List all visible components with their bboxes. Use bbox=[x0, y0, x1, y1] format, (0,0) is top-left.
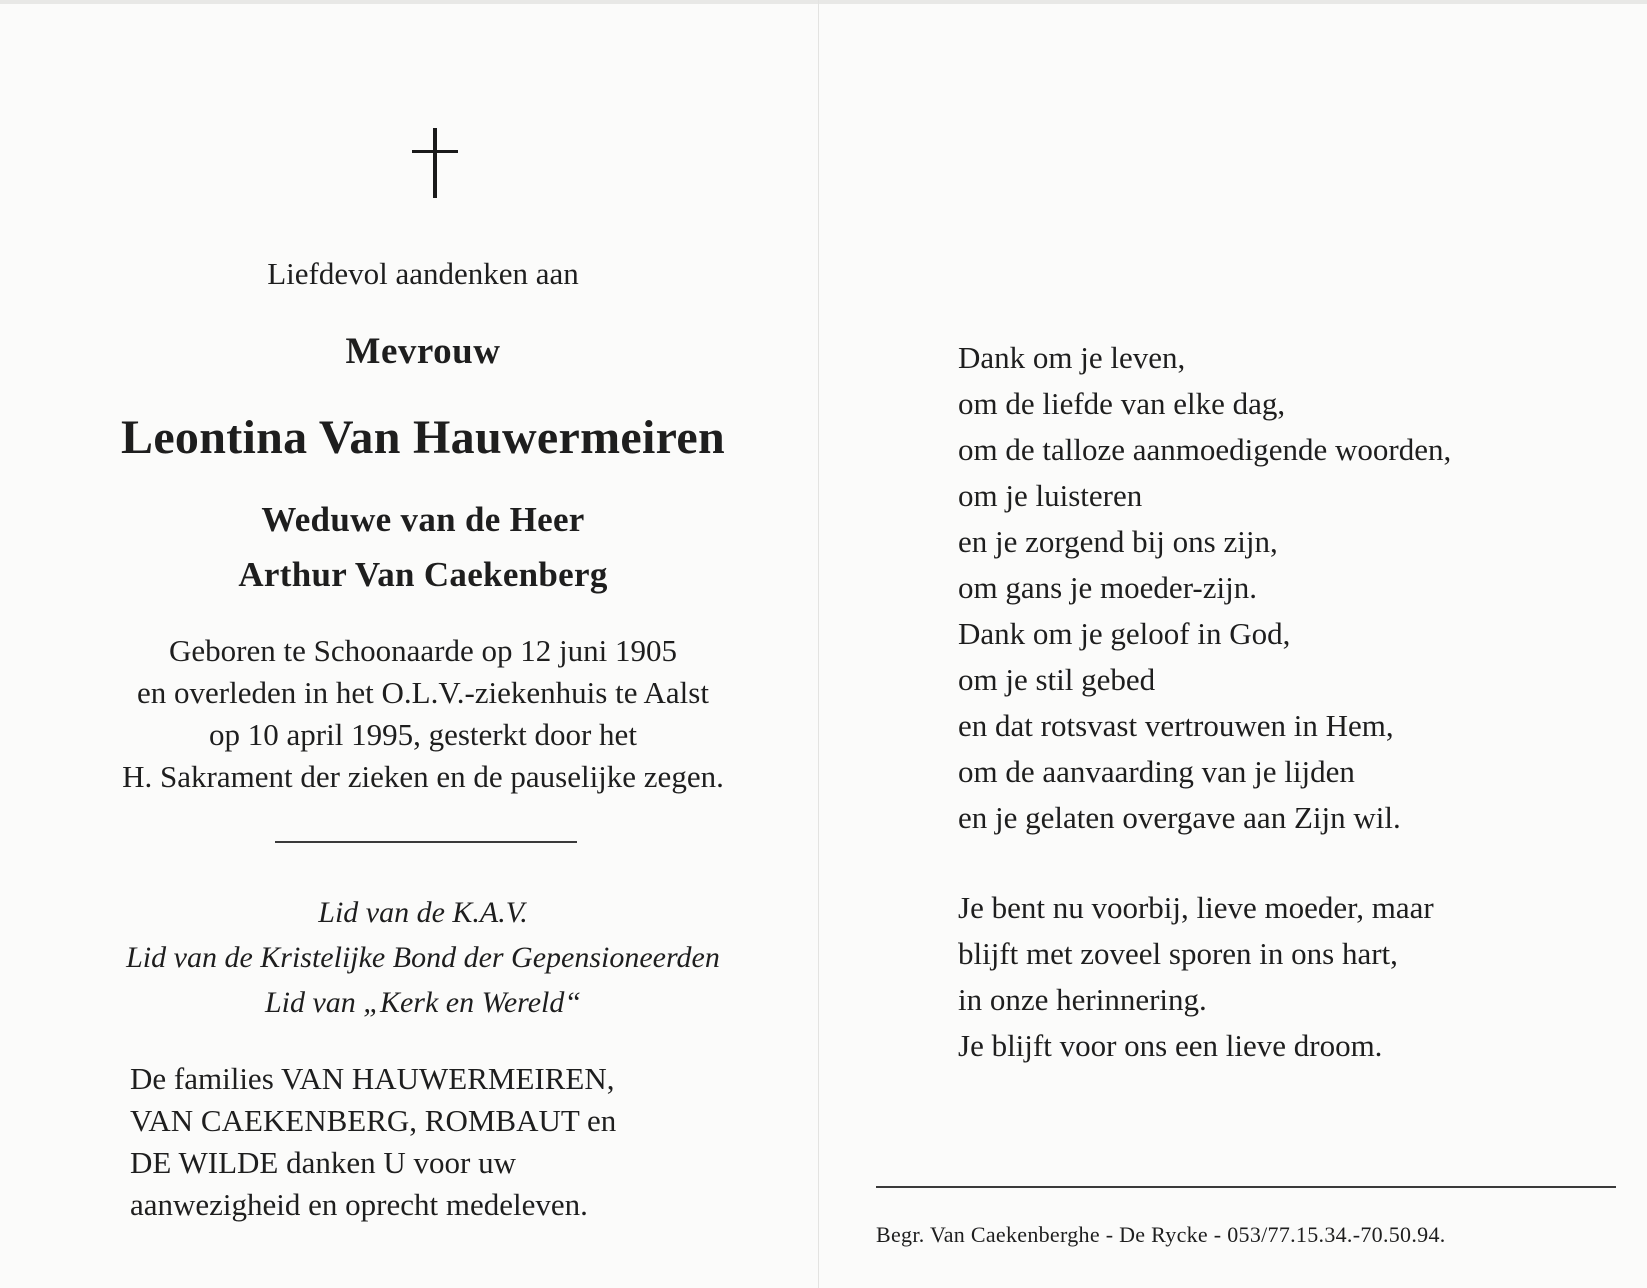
poem-line: en je zorgend bij ons zijn, bbox=[958, 524, 1278, 559]
cross-vertical-bar bbox=[433, 128, 437, 198]
spouse-line-2: Arthur Van Caekenberg bbox=[238, 555, 608, 594]
poem-line: en je gelaten overgave aan Zijn wil. bbox=[958, 800, 1401, 835]
thanks-line: VAN CAEKENBERG, ROMBAUT en bbox=[130, 1103, 617, 1138]
deceased-name: Leontina Van Hauwermeiren bbox=[121, 411, 725, 464]
thanks-line: aanwezigheid en oprecht medeleven. bbox=[130, 1187, 588, 1222]
thanks-line: DE WILDE danken U voor uw bbox=[130, 1145, 516, 1180]
footer-rule bbox=[876, 1186, 1616, 1188]
bio-line: en overleden in het O.L.V.-ziekenhuis te Aalst bbox=[137, 675, 709, 710]
poem-line: Dank om je geloof in God, bbox=[958, 616, 1291, 651]
membership-line: Lid van „Kerk en Wereld“ bbox=[264, 986, 582, 1019]
poem-line: Dank om je leven, bbox=[958, 340, 1186, 375]
spouse-line-1: Weduwe van de Heer bbox=[261, 500, 585, 539]
bio-line: Geboren te Schoonaarde op 12 juni 1905 bbox=[169, 633, 677, 668]
poem-line: om gans je moeder-zijn. bbox=[958, 570, 1257, 605]
poem-line: om de aanvaarding van je lijden bbox=[958, 754, 1355, 789]
thanks-line: De families VAN HAUWERMEIREN, bbox=[130, 1061, 615, 1096]
poem-line: in onze herinnering. bbox=[958, 982, 1207, 1017]
poem-line: en dat rotsvast vertrouwen in Hem, bbox=[958, 708, 1394, 743]
bio-line: H. Sakrament der zieken en de pauselijke zegen. bbox=[122, 759, 724, 794]
membership-line: Lid van de K.A.V. bbox=[318, 896, 528, 929]
poem-line: om je luisteren bbox=[958, 478, 1143, 513]
poem-line: om de liefde van elke dag, bbox=[958, 386, 1286, 421]
poem-line: Je bent nu voorbij, lieve moeder, maar bbox=[958, 890, 1434, 925]
poem-line: om de talloze aanmoedigende woorden, bbox=[958, 432, 1452, 467]
cross-icon bbox=[412, 128, 458, 198]
printer-credit: Begr. Van Caekenberghe - De Rycke - 053/77.15.34.-70.50.94. bbox=[876, 1222, 1446, 1247]
poem-line: om je stil gebed bbox=[958, 662, 1156, 697]
poem-line: blijft met zoveel sporen in ons hart, bbox=[958, 936, 1398, 971]
bio-line: op 10 april 1995, gesterkt door het bbox=[209, 717, 637, 752]
membership-line: Lid van de Kristelijke Bond der Gepensioneerden bbox=[126, 941, 720, 974]
divider-rule bbox=[275, 841, 577, 843]
honorific-title: Mevrouw bbox=[345, 331, 501, 372]
cross-horizontal-bar bbox=[412, 150, 458, 153]
intro-text: Liefdevol aandenken aan bbox=[267, 256, 579, 291]
left-panel bbox=[0, 0, 818, 1288]
poem-line: Je blijft voor ons een lieve droom. bbox=[958, 1028, 1383, 1063]
